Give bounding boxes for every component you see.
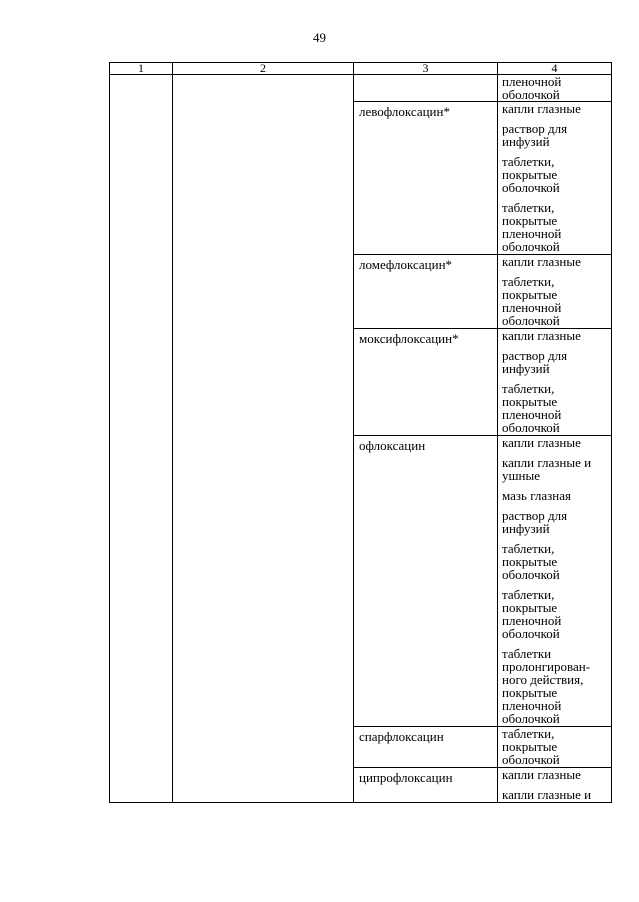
column-number-4: 4 xyxy=(498,63,612,75)
drug-name-cell xyxy=(354,75,498,102)
drug-name: моксифлоксацин* xyxy=(359,331,459,346)
drug-name: спарфлоксацин xyxy=(359,729,444,744)
table-header-row xyxy=(110,63,612,75)
dosage-form: таблетки, покрытые пленочной оболочкой xyxy=(502,274,562,328)
dosage-form: таблетки, покрытые оболочкой xyxy=(502,726,560,767)
drug-name-cell xyxy=(354,102,498,255)
drug-name-cell xyxy=(354,329,498,436)
dosage-form: раствор для инфузий xyxy=(502,508,568,536)
column-2-cell xyxy=(173,75,354,803)
dosage-form: капли глазные xyxy=(502,435,581,450)
dosage-form: таблетки, покрытые пленочной оболочкой xyxy=(502,381,562,435)
drug-name-cell xyxy=(354,436,498,727)
page-number: 49 xyxy=(313,30,326,45)
dosage-forms-cell xyxy=(498,436,612,727)
dosage-forms-cell xyxy=(498,329,612,436)
drug-name-cell xyxy=(354,727,498,768)
drug-name-cell xyxy=(354,255,498,329)
drug-name: офлоксацин xyxy=(359,438,426,453)
dosage-form: таблетки, покрытые оболочкой xyxy=(502,541,560,582)
column-number-1: 1 xyxy=(110,63,173,75)
dosage-form: таблетки, покрытые оболочкой xyxy=(502,154,560,195)
dosage-forms-cell xyxy=(498,255,612,329)
drug-name: ципрофлоксацин xyxy=(359,770,453,785)
dosage-form: мазь глазная xyxy=(502,488,571,503)
dosage-form: капли глазные xyxy=(502,328,581,343)
drug-name-cell xyxy=(354,768,498,803)
dosage-form: пленочной оболочкой xyxy=(502,74,562,102)
drug-name: ломефлоксацин* xyxy=(359,257,453,272)
column-number-3: 3 xyxy=(354,63,498,75)
dosage-form: раствор для инфузий xyxy=(502,121,568,149)
column-1-cell xyxy=(110,75,173,803)
dosage-form: капли глазные xyxy=(502,254,581,269)
table-row xyxy=(110,75,612,102)
medication-table xyxy=(109,62,612,803)
dosage-form: капли глазные xyxy=(502,767,581,782)
dosage-form: капли глазные и xyxy=(502,787,592,802)
dosage-forms-cell xyxy=(498,75,612,102)
column-number-2: 2 xyxy=(173,63,354,75)
dosage-form: таблетки, покрытые пленочной оболочкой xyxy=(502,587,562,641)
dosage-form: таблетки пролонгирован- ного действия, покрытые пленочной оболочкой xyxy=(502,646,591,726)
dosage-form: таблетки, покрытые пленочной оболочкой xyxy=(502,200,562,254)
dosage-forms-cell xyxy=(498,768,612,803)
dosage-form: раствор для инфузий xyxy=(502,348,568,376)
table-body xyxy=(110,63,612,803)
drug-name: левофлоксацин* xyxy=(359,104,450,119)
dosage-forms-cell xyxy=(498,727,612,768)
dosage-form: капли глазные xyxy=(502,101,581,116)
dosage-form: капли глазные и ушные xyxy=(502,455,592,483)
dosage-forms-cell xyxy=(498,102,612,255)
